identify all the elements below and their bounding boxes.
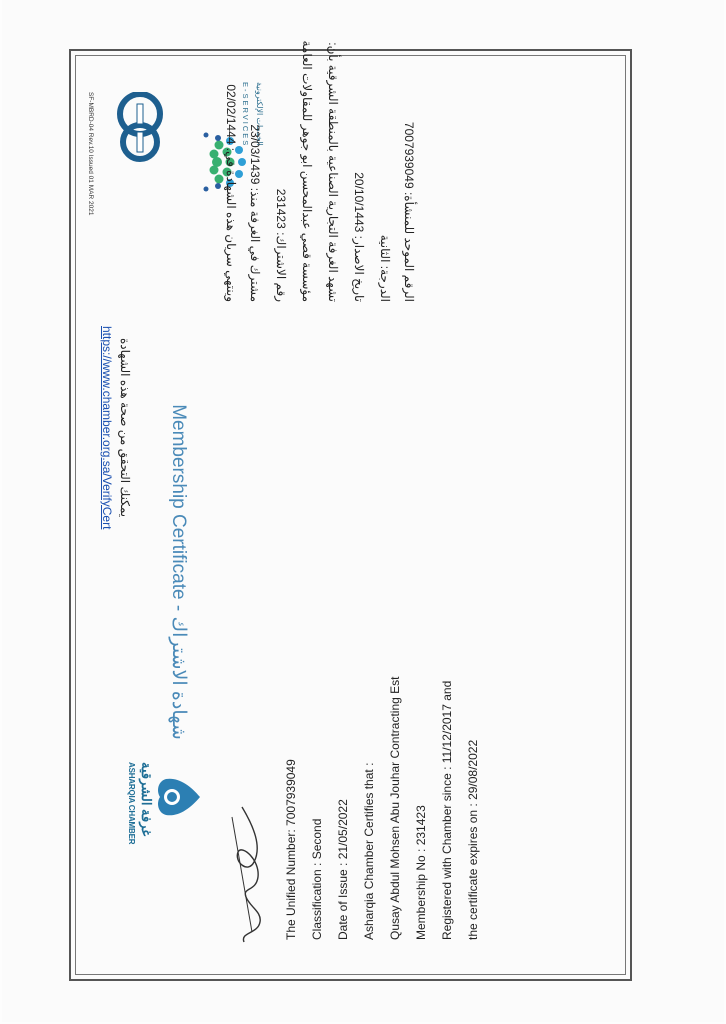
eservices-arabic: الخدمات الإلكترونية: [255, 82, 264, 146]
en-certifies: Asharqia Chamber Certifies that :: [362, 762, 376, 940]
en-membership-no: Membership No : 231423: [414, 805, 428, 940]
asharqia-chamber-logo: [154, 767, 204, 827]
certificate-title: Membership Certificate - شهادة الاشتراك: [168, 404, 189, 740]
ar-certifies: تشهد الغرفة التجارية الصناعية بالمنطقة الشرقية بأن:: [326, 42, 340, 302]
ar-company: مؤسسة قصي عبدالمحسن ابو جوهر للمقاولات العامة: [300, 40, 314, 302]
en-expires: the certificate expires on : 29/08/2022: [466, 739, 480, 940]
document-code: SF-MBRD-04 Rev.10 Issued 01 MAR 2021: [87, 92, 94, 216]
certification-seal: [112, 92, 167, 162]
ar-date-of-issue: تاريخ الاصدار: 20/10/1443: [352, 172, 366, 302]
en-registered: Registered with Chamber since : 11/12/2017 and: [440, 680, 454, 940]
verify-arabic-text: يمكنك التحقق من صحة هذه الشهادة: [118, 338, 132, 518]
eservices-logo: [170, 122, 250, 202]
english-block: [270, 620, 500, 950]
ar-classification: الدرجة: الثانية: [378, 234, 392, 302]
logo-arabic-text: غرفة الشرقية: [139, 762, 154, 837]
en-classification: Classification : Second: [310, 818, 324, 940]
en-unified-number-line: The Unified Number: 7007939049: [284, 759, 298, 940]
ar-membership-no: رقم الاشتراك: 231423: [274, 188, 288, 302]
ar-expires: وينتهي سريان هذه الشهادة في: 02/02/1444: [224, 84, 238, 302]
ar-unified-number: الرقم الموحد للمنشأة: 7007939049: [402, 121, 416, 302]
verify-link[interactable]: https://www.chamber.org.sa/VerifyCert: [100, 326, 114, 530]
en-company: Qusay Abdul Mohsen Abu Jouhar Contracting Est: [388, 676, 402, 940]
en-date-of-issue: Date of Issue : 21/05/2022: [336, 799, 350, 940]
ar-registered: مشترك في الغرفة منذ: 23/03/1439: [248, 124, 262, 302]
eservices-english: E-SERVICES: [241, 82, 250, 148]
logo-english-text: ASHARQIA CHAMBER: [127, 762, 136, 845]
